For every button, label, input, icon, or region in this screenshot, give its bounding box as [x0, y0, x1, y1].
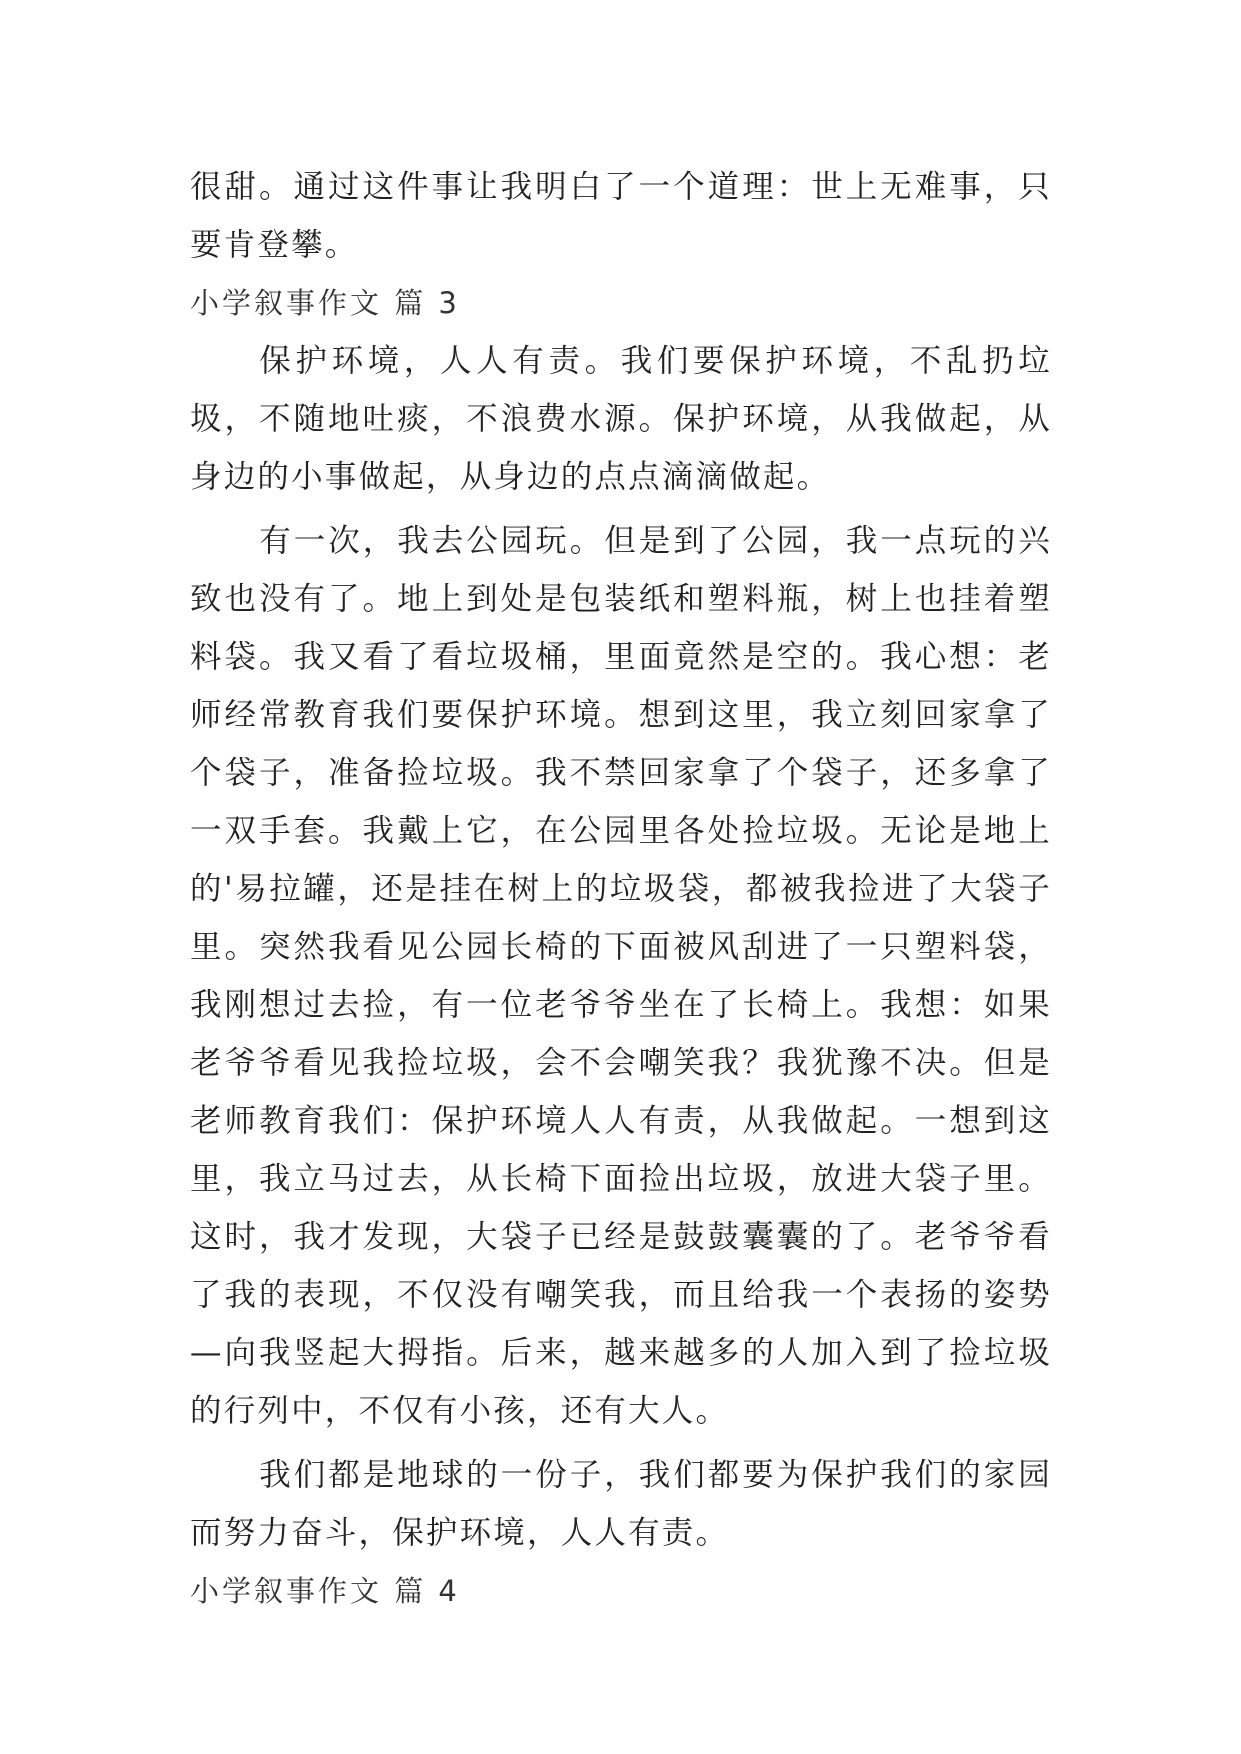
section-heading-4: 小学叙事作文 篇 4	[190, 1574, 460, 1608]
section-heading-3: 小学叙事作文 篇 3	[190, 286, 460, 320]
document-body	[190, 158, 1052, 1620]
paragraph: 有一次，我去公园玩。但是到了公园，我一点玩的兴致也没有了。地上到处是包装纸和塑料瓶，树上也挂着塑料袋。我又看了看垃圾桶，里面竟然是空的。我心想：老师经常教育我们要保护环境。想到这里，我立刻回家拿了个袋子，准备捡垃圾。我不禁回家拿了个袋子，还多拿了一双手套。我戴上它，在公园里各处捡垃圾。无论是地上的'易拉罐，还是挂在树上的垃圾袋，都被我捡进了大袋子里。突然我看见公园长椅的下面被风刮进了一只塑料袋，我刚想过去捡，有一位老爷爷坐在了长椅上。我想：如果老爷爷看见我捡垃圾，会不会嘲笑我？我犹豫不决。但是老师教育我们：保护环境人人有责，从我做起。一想到这里，我立马过去，从长椅下面捡出垃圾，放进大袋子里。这时，我才发现，大袋子已经是鼓鼓囊囊的了。老爷爷看了我的表现，不仅没有嘲笑我，而且给我一个表扬的姿势—向我竖起大拇指。后来，越来越多的人加入到了捡垃圾的行列中，不仅有小孩，还有大人。	[190, 523, 1052, 1429]
paragraph: 我们都是地球的一份子，我们都要为保护我们的家园而努力奋斗，保护环境，人人有责。	[190, 1457, 1052, 1551]
paragraph: 保护环境，人人有责。我们要保护环境，不乱扔垃圾，不随地吐痰，不浪费水源。保护环境，从我做起，从身边的小事做起，从身边的点点滴滴做起。	[190, 343, 1052, 495]
continuation-paragraph: 很甜。通过这件事让我明白了一个道理：世上无难事，只要肯登攀。	[190, 169, 1052, 263]
